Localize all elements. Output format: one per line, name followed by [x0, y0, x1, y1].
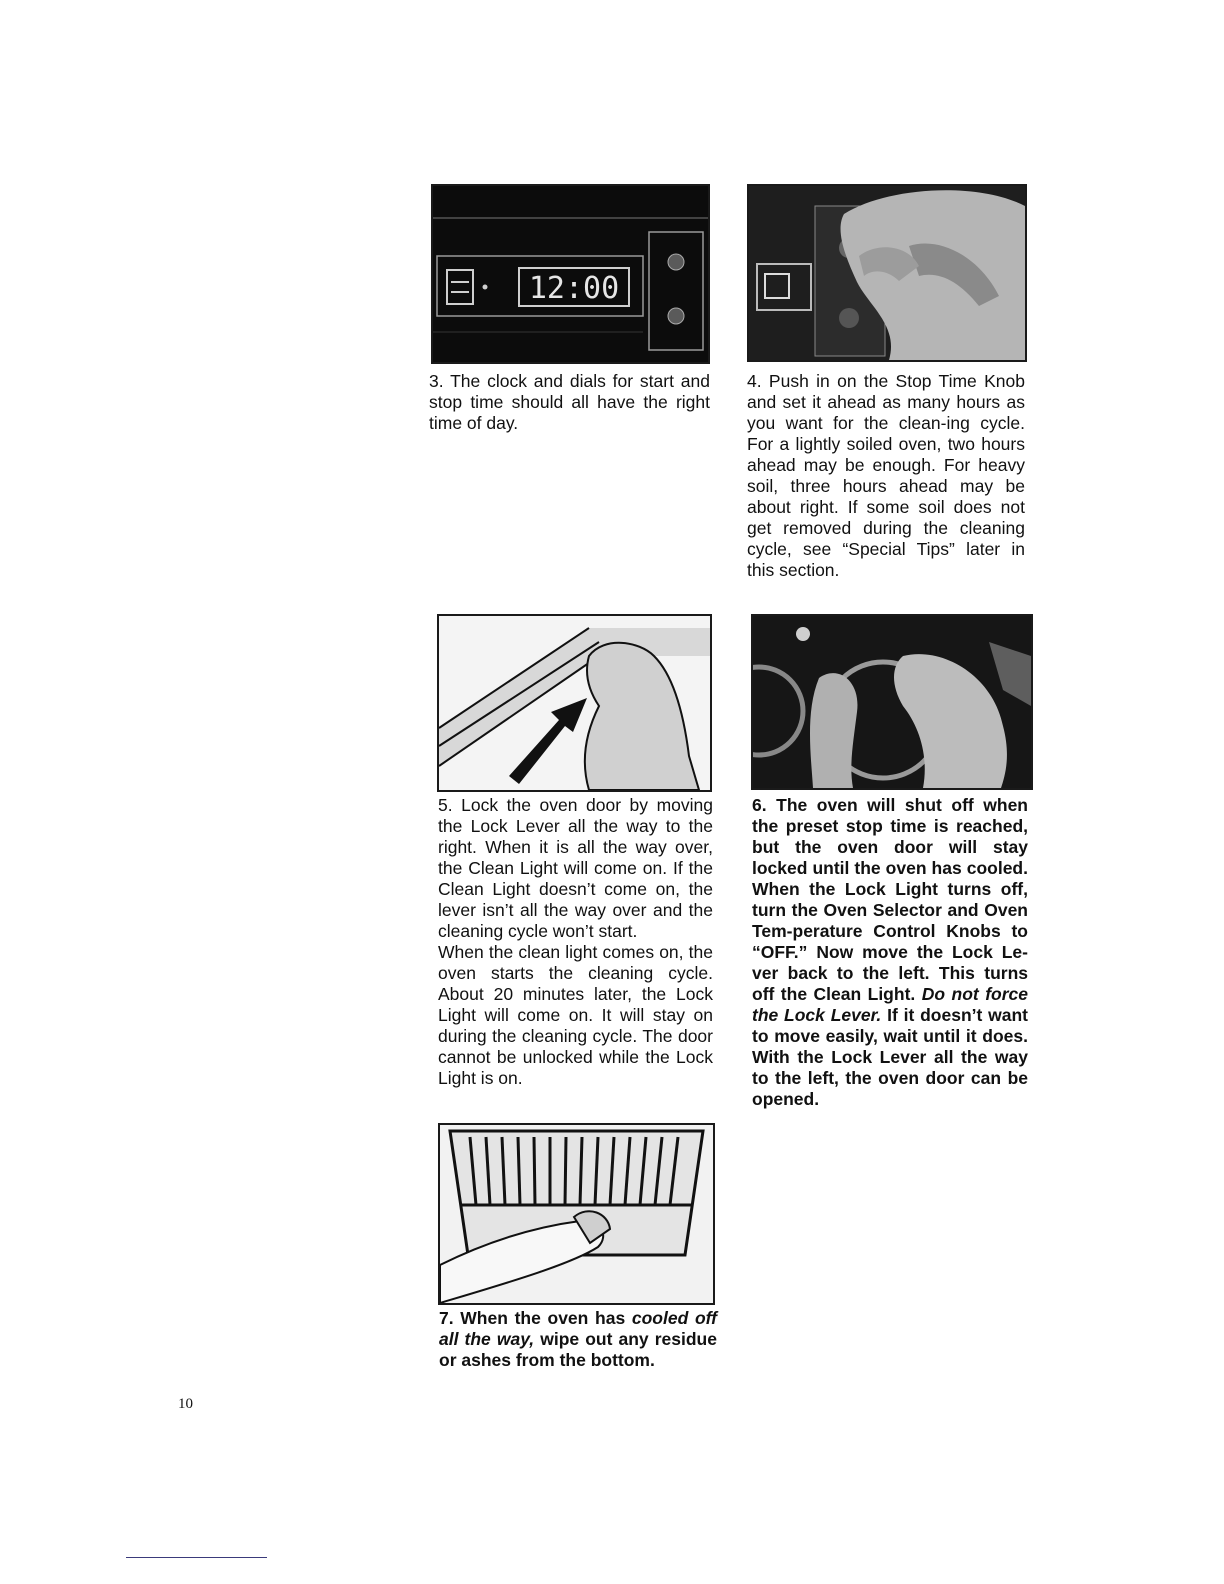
step-5-text-2: When the clean light comes on, the oven starts the cleaning cycle. About 20 minutes later, the Lock Light will come on. It will stay on during the cleaning cycle. The door cannot be unlocked while the Lock Light is on. [438, 942, 713, 1088]
stop-knob-photo [747, 184, 1027, 362]
step-5-text-1: 5. Lock the oven door by moving the Lock Lever all the way to the right. When it is all the way over, the Clean Light will come on. If the Clean Light doesn’t come on, the lever isn’t all the way over and the cleaning cycle won’t start. [438, 795, 713, 941]
step-4-caption [747, 371, 1025, 581]
oven-clock-icon [433, 186, 708, 362]
step-3-text: 3. The clock and dials for start and stop time should all have the right time of day. [429, 371, 710, 433]
step-6-text [752, 795, 1028, 1110]
step-6-caption [752, 795, 1028, 1110]
hand-moving-lock-lever-icon [439, 616, 710, 790]
clock-photo [431, 184, 710, 364]
step-5-caption [438, 795, 713, 1089]
step-3-caption [429, 371, 710, 434]
step-6-text-a: 6. The oven will shut off when the preset stop time is reached, but the oven door will stay locked until the oven has cooled. When the Lock Light turns off, turn the Oven Selector and Oven Tem-perature Control Knobs to “OFF.” Now move the Lock Le-ver back to the left. This turns off the Clean Light. [752, 795, 1028, 1004]
hand-wiping-oven-icon [440, 1125, 713, 1303]
step-7-text-a: 7. When the oven has [439, 1308, 626, 1328]
hand-pushing-knob-icon [749, 186, 1025, 360]
hand-turning-knob-icon [753, 616, 1031, 788]
step-7-text [439, 1308, 717, 1371]
step-6-text-emphasis: Do not force the Lock Lever. [752, 984, 1028, 1025]
step-6-text-b: If it doesn’t want to move easily, wait until it does. With the Lock Lever all the way to the left, the oven door can be opened. [752, 1005, 1028, 1109]
footer-rule [126, 1557, 267, 1558]
clock-display: 12:00 [528, 271, 620, 306]
lock-lever-illustration [437, 614, 712, 792]
step-4-text: 4. Push in on the Stop Time Knob and set it ahead as many hours as you want for the clean-ing cycle. For a lightly soiled oven, two hours ahead may be enough. For heavy soil, three hours ahead may be about right. If some soil does not get removed during the cleaning cycle, see “Special Tips” later in this section. [747, 371, 1025, 580]
step-7-caption [439, 1308, 717, 1371]
wipe-oven-illustration [438, 1123, 715, 1305]
step-7-text-emphasis: cooled off all the way, [439, 1308, 717, 1349]
page-number: 10 [178, 1396, 193, 1412]
oven-knobs-photo [751, 614, 1033, 790]
step-7-text-b: wipe out any residue or ashes from the bottom. [439, 1329, 717, 1370]
